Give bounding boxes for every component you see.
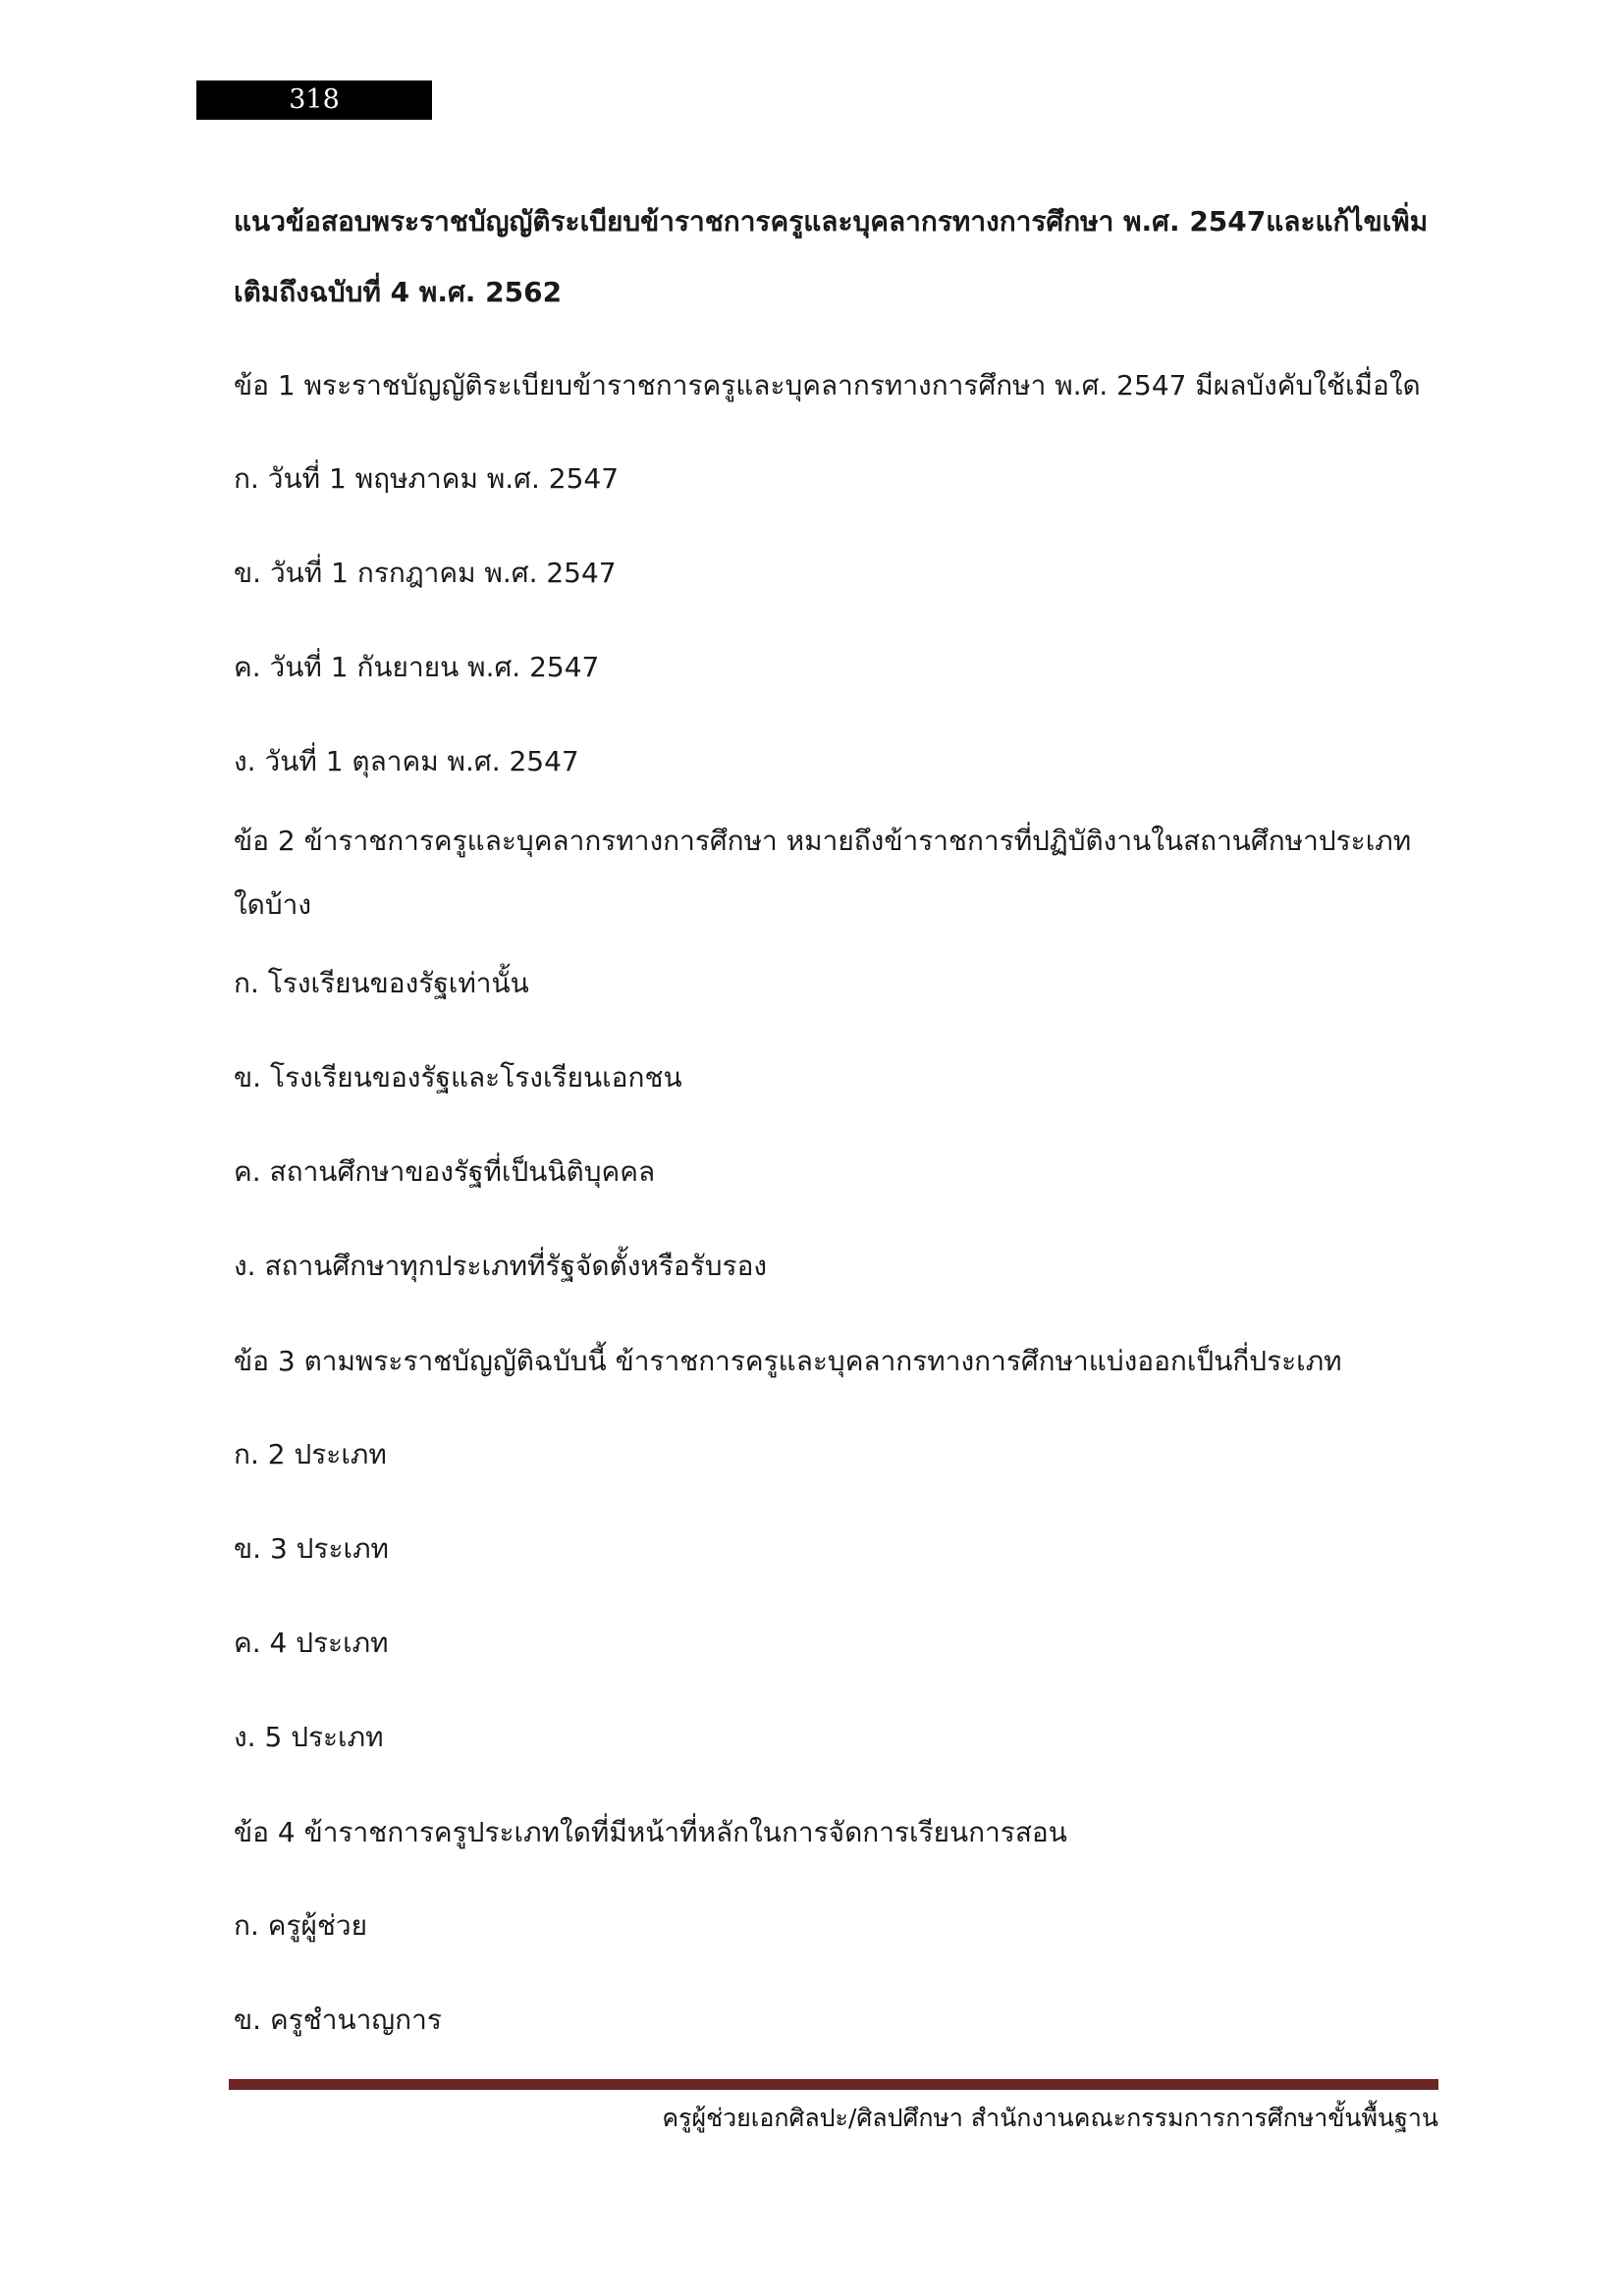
question-1-option-d: ง. วันที่ 1 ตุลาคม พ.ศ. 2547 xyxy=(234,745,579,777)
question-1-option-a: ก. วันที่ 1 พฤษภาคม พ.ศ. 2547 xyxy=(234,462,620,495)
document-body xyxy=(234,187,1441,2067)
question-1-text: ข้อ 1 พระราชบัญญัติระเบียบข้าราชการครูและบุคลากรทางการศึกษา พ.ศ. 2547 มีผลบังคับใช้เมื่อใด xyxy=(234,368,1421,401)
question-3-text: ข้อ 3 ตามพระราชบัญญัติฉบับนี้ ข้าราชการครูและบุคลากรทางการศึกษาแบ่งออกเป็นกี่ประเภท xyxy=(234,1344,1342,1377)
page-number-badge: 318 xyxy=(196,80,432,120)
question-4-option-a: ก. ครูผู้ช่วย xyxy=(234,1909,368,1942)
question-4 xyxy=(234,1785,1441,2067)
question-3-option-c: ค. 4 ประเภท xyxy=(234,1627,389,1659)
question-2 xyxy=(234,809,1441,1313)
question-1 xyxy=(234,338,1441,809)
question-2-text: ข้อ 2 ข้าราชการครูและบุคลากรทางการศึกษา หมายถึงข้าราชการที่ปฏิบัติงานในสถานศึกษาประเภทใดบ้าง xyxy=(234,825,1412,921)
document-title: แนวข้อสอบพระราชบัญญัติระเบียบข้าราชการครูและบุคลากรทางการศึกษา พ.ศ. 2547และแก้ไขเพิ่มเติมถึงฉบับที่ 4 พ.ศ. 2562 xyxy=(234,205,1429,308)
question-2-option-c: ค. สถานศึกษาของรัฐที่เป็นนิติบุคคล xyxy=(234,1155,656,1188)
question-3-option-d: ง. 5 ประเภท xyxy=(234,1721,384,1753)
question-3-option-b: ข. 3 ประเภท xyxy=(234,1532,389,1565)
footer-divider xyxy=(229,2079,1438,2090)
question-2-option-a: ก. โรงเรียนของรัฐเท่านั้น xyxy=(234,967,529,999)
question-1-option-b: ข. วันที่ 1 กรกฎาคม พ.ศ. 2547 xyxy=(234,557,617,589)
question-2-option-b: ข. โรงเรียนของรัฐและโรงเรียนเอกชน xyxy=(234,1061,682,1094)
question-4-option-b: ข. ครูชำนาญการ xyxy=(234,2003,442,2036)
question-2-option-d: ง. สถานศึกษาทุกประเภทที่รัฐจัดตั้งหรือรับรอง xyxy=(234,1250,768,1282)
question-4-text: ข้อ 4 ข้าราชการครูประเภทใดที่มีหน้าที่หลักในการจัดการเรียนการสอน xyxy=(234,1815,1067,1848)
question-3 xyxy=(234,1313,1441,1785)
question-3-option-a: ก. 2 ประเภท xyxy=(234,1438,387,1470)
question-1-option-c: ค. วันที่ 1 กันยายน พ.ศ. 2547 xyxy=(234,651,600,683)
footer-caption: ครูผู้ช่วยเอกศิลปะ/ศิลปศึกษา สำนักงานคณะกรรมการการศึกษาขั้นพื้นฐาน xyxy=(662,2104,1438,2132)
